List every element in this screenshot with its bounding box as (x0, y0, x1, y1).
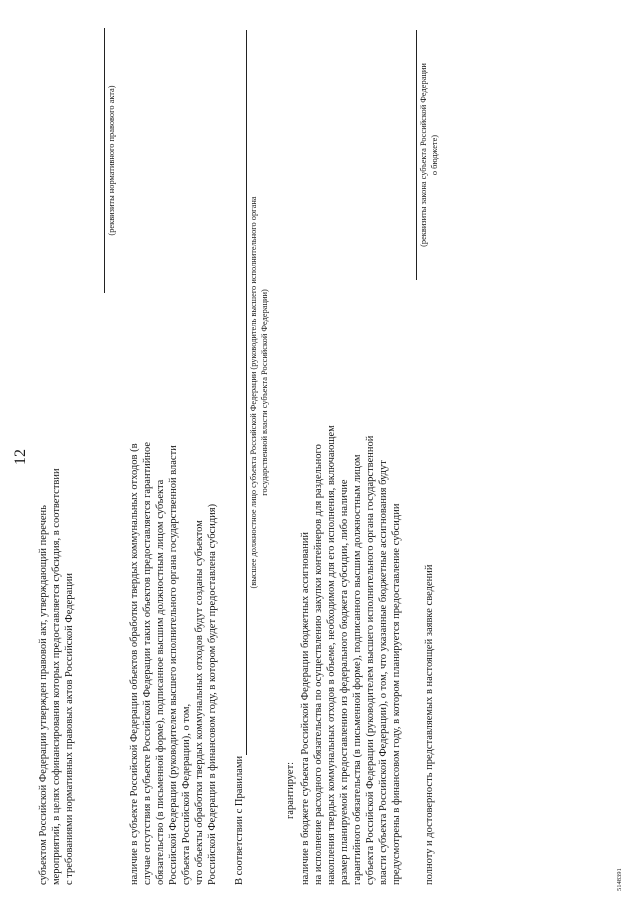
text-line: гарантийного обязательства (в письменной форме), подписанного высшим должностным лицом (352, 454, 363, 885)
text-line: обязательство (в письменной форме), подписанное высшим должностным лицом субъекта (155, 479, 166, 885)
text-line: Российской Федерации в финансовом году, в котором будет предоставлена субсидия) (207, 503, 218, 885)
text-line: с требованиями нормативных правовых актов Российской Федерации (64, 573, 75, 885)
page-number: 12 (12, 449, 29, 465)
budget-law-line (416, 30, 417, 280)
budget-law-caption-1: (реквизиты закона субъекта Российской Федерации (419, 63, 428, 247)
text-line: случае отсутствия в субъекте Российской Федерации таких объектов предоставляется гарантийное (142, 441, 153, 885)
act-details-caption: (реквизиты нормативного правового акта) (107, 85, 116, 236)
text-line: размер планируемой к предоставлению из федерального бюджета субсидии, либо наличие (339, 479, 350, 885)
official-line (246, 30, 247, 755)
text-line: власти субъекта Российской Федерации), о том, что указанные бюджетные ассигнования будут (378, 460, 389, 885)
text-line: субъекта Российской Федерации), о том, (181, 703, 192, 885)
text-line: накопления твердых коммунальных отходов в объеме, необходимом для его исполнения, включающем (326, 425, 337, 885)
text-line: наличие в субъекте Российской Федерации объектов обработки твердых коммунальных отходов (в (129, 443, 140, 885)
act-details-line (104, 28, 105, 293)
text-line: что объекты обработки твердых коммунальных отходов будут созданы субъектом (194, 520, 205, 885)
text-line: Российской Федерации (руководителем высшего исполнительного органа государственной власти (168, 445, 179, 885)
official-caption-2: государственной власти субъекта Российской Федерации) (260, 289, 269, 496)
text-line: мероприятий, в целях софинансирования которых предоставляется субсидия, в соответствии (51, 468, 62, 885)
text-line: субъектом Российской Федерации утвержден правовой акт, утверждающий перечень (38, 505, 49, 885)
text-line: на исполнение расходного обязательства по осуществлению закупки контейнеров для раздельного (313, 444, 324, 885)
footer-code: 5148391 (616, 868, 623, 891)
budget-law-caption-2: о бюджете) (430, 134, 439, 176)
rules-label: В соответствии с Правилами (234, 755, 245, 885)
text-line: предусмотрены в финансовом году, в котором планируется предоставление субсидии (391, 503, 402, 885)
official-caption-1: (высшее должностное лицо субъекта Российской Федерации (руководитель высшего исполнительного органа (249, 196, 258, 589)
text-line: субъекта Российской Федерации (руководителем высшего исполнительного органа государственной (365, 435, 376, 885)
guarantees-label: гарантирует: (285, 761, 296, 819)
completeness-statement: полноту и достоверность представляемых в настоящей заявке сведений (424, 564, 435, 885)
text-line: наличие в бюджете субъекта Российской Федерации бюджетных ассигнований (300, 531, 311, 885)
